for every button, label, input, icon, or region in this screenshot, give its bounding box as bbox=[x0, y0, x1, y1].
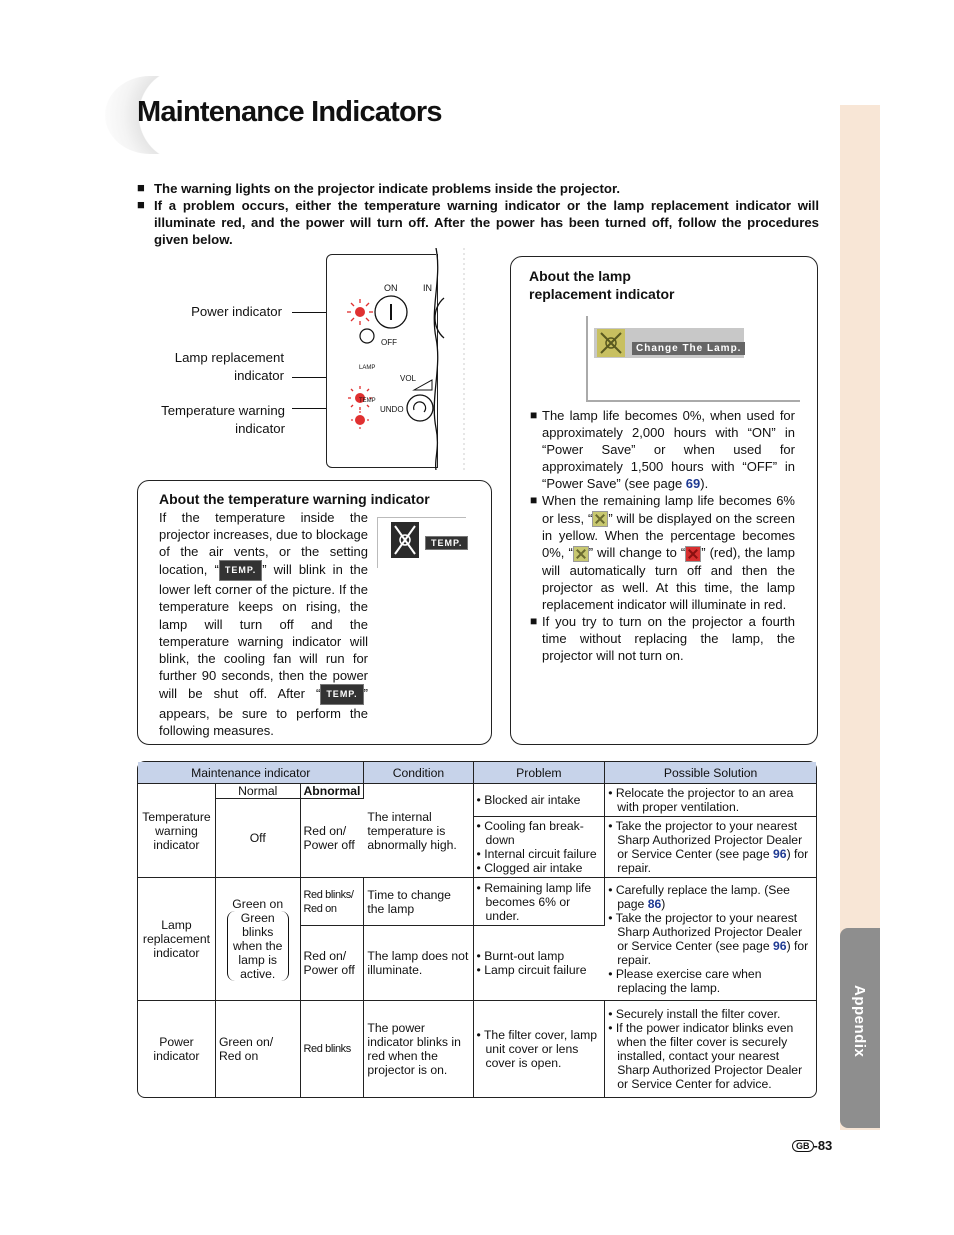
power-abnormal-cell: Red blinks bbox=[301, 1001, 365, 1097]
lamp-bullet-1: ■ The lamp life becomes 0%, when used for approximately 2,000 hours with “ON” in “Power Save” or when used for approximately 1,500 hours with “OFF” in “Power Save” (see page 69). bbox=[530, 407, 795, 492]
power-condition-cell: The power indicator blinks in red when the projector is on. bbox=[364, 1001, 473, 1097]
lamp-bullet-3: ■ If you try to turn on the projector a fourth time without replacing the lamp, the projector will not turn on. bbox=[530, 613, 795, 664]
temp-solution-2: • Take the projector to your nearest Sharp Authorized Projector Dealer or Service Center (see page 96) for repair. bbox=[605, 817, 816, 878]
temp-condition-cell: The internal temperature is abnormally high. bbox=[364, 784, 473, 878]
temperature-box-heading: About the temperature warning indicator bbox=[159, 491, 430, 507]
intro-bullet-2: ■ If a problem occurs, either the temperature warning indicator or the lamp replacement indicator will illuminate red, and the power will turn off. After the power has been turned off, follow the procedures given below. bbox=[137, 197, 819, 248]
region-badge: GB bbox=[792, 1140, 814, 1152]
power-led-icon bbox=[347, 299, 373, 325]
temp-chip-icon: TEMP. bbox=[320, 684, 363, 705]
change-lamp-message: Change The Lamp. bbox=[632, 342, 745, 355]
appendix-tab-label: Appendix bbox=[851, 985, 868, 1058]
panel-buttons bbox=[340, 280, 436, 456]
power-solution-cell: • Securely install the filter cover. • If the power indicator blinks even when the filter cover is securely installed, contact your nearest Sharp Authorized Projector Dealer or Service Center for advice. bbox=[608, 1007, 803, 1091]
lamp-bullet-2: ■ When the remaining lamp life becomes 6% or less, “ ” will be displayed on the screen in yellow. When the percentage becomes 0%, “ ” will change to “ ” (red), the lamp will automatically turn off and then the projector as well. At this time, the lamp replacement indicator will illuminate in red. bbox=[530, 492, 795, 613]
lamp-indicator-cell: Lamp replacement indicator bbox=[138, 878, 216, 1001]
lamp-label-line1: Lamp replacement bbox=[174, 350, 284, 365]
lamp-indicator-label bbox=[130, 349, 284, 384]
lamp-yellow-icon bbox=[573, 546, 589, 562]
temp-label-line2: indicator bbox=[235, 420, 285, 436]
temp-label-line1: Temperature warning bbox=[161, 403, 285, 418]
temp-indicator-cell: Temperature warning indicator bbox=[138, 784, 216, 878]
power-normal-cell: Green on/ Red on bbox=[216, 1001, 301, 1097]
power-problem-cell: • The filter cover, lamp unit cover or lens cover is open. bbox=[474, 1001, 606, 1097]
header-indicator: Maintenance indicator bbox=[138, 762, 364, 784]
temp-normal-cell: Off bbox=[216, 799, 301, 878]
panel-vol-text: VOL bbox=[400, 374, 417, 383]
temperature-box-text: If the temperature inside the projector increases, due to blockage of the air vents, or the setting location, “ TEMP. ” will blink in the lower left corner of the picture. If the temperature keeps on rising, the lamp will turn off and the temperature warning indicator will blink, the cooling fan will run for further 90 seconds, then the power will be shut off. After “ TEMP. ” appears, be sure to perform the following measures. bbox=[159, 510, 368, 739]
panel-temp-text: TEMP bbox=[359, 398, 376, 404]
temp-solution-1: • Relocate the projector to an area with proper ventilation. bbox=[605, 784, 816, 817]
table-row bbox=[138, 784, 816, 799]
lamp-yellow-icon bbox=[592, 511, 608, 527]
lamp-label-line2: indicator bbox=[234, 367, 284, 383]
off-button bbox=[360, 329, 374, 343]
maintenance-table bbox=[137, 761, 817, 1098]
lamp-problem-1: • Remaining lamp life becomes 6% or under. bbox=[474, 878, 606, 926]
power-indicator-label: Power indicator bbox=[191, 304, 282, 319]
lamp-warning-icon bbox=[597, 329, 625, 357]
temp-thermometer-icon bbox=[391, 522, 419, 558]
page-link-96[interactable]: 96 bbox=[773, 847, 787, 861]
lamp-problem-2: • Burnt-out lamp • Lamp circuit failure bbox=[474, 926, 606, 1001]
panel-cut-edge bbox=[430, 248, 470, 470]
page-title: Maintenance Indicators bbox=[137, 96, 442, 128]
temp-problem-1: • Blocked air intake bbox=[474, 784, 606, 817]
lamp-solution-cell: • Carefully replace the lamp. (See page 86) • Take the projector to your nearest Sharp Authorized Projector Dealer or Service Center (see page 96) for repair. • Please exercise care when replacing the lamp. bbox=[605, 878, 816, 1001]
subheader-normal: Normal bbox=[216, 784, 301, 799]
lamp-box-text bbox=[530, 407, 795, 664]
intro-bullet-1: ■ The warning lights on the projector indicate problems inside the projector. bbox=[137, 180, 819, 197]
panel-on-text: ON bbox=[384, 283, 398, 293]
lamp-condition-1: Time to change the lamp bbox=[364, 878, 473, 926]
panel-off-text: OFF bbox=[381, 338, 397, 347]
page-link-86[interactable]: 86 bbox=[647, 897, 662, 911]
lamp-box-heading: About the lamp replacement indicator bbox=[529, 268, 675, 302]
panel-in-text: IN bbox=[423, 283, 432, 293]
lamp-screen-illustration bbox=[586, 316, 800, 402]
table-row bbox=[138, 1001, 816, 1097]
temp-screen-chip: TEMP. bbox=[425, 536, 468, 550]
header-solution: Possible Solution bbox=[605, 762, 816, 784]
table-header-row bbox=[138, 762, 816, 784]
panel-lamp-text: LAMP bbox=[359, 365, 376, 371]
temp-screen-illustration bbox=[377, 517, 466, 568]
intro-bullets bbox=[137, 180, 819, 248]
header-condition: Condition bbox=[364, 762, 473, 784]
temp-indicator-label bbox=[130, 402, 285, 437]
lamp-abnormal-1: Red blinks/ Red on bbox=[301, 878, 365, 926]
lamp-normal-cell: Green on Green blinks when the lamp is active. bbox=[216, 878, 301, 1001]
panel-undo-text: UNDO bbox=[380, 405, 404, 414]
lamp-condition-2: The lamp does not illuminate. bbox=[364, 926, 473, 1001]
power-indicator-cell: Power indicator bbox=[138, 1001, 216, 1097]
table-row bbox=[138, 878, 816, 926]
page-link-96[interactable]: 96 bbox=[773, 939, 787, 953]
temp-problem-2: • Cooling fan break-down • Internal circuit failure • Clogged air intake bbox=[474, 817, 606, 878]
lamp-abnormal-2: Red on/ Power off bbox=[301, 926, 365, 1001]
subheader-abnormal: Abnormal bbox=[301, 784, 365, 799]
temp-led-icon bbox=[351, 411, 369, 429]
page-number: GB -83 bbox=[792, 1138, 832, 1153]
undo-button bbox=[407, 395, 433, 421]
header-problem: Problem bbox=[474, 762, 606, 784]
temp-abnormal-cell: Red on/ Power off bbox=[301, 799, 365, 878]
temp-chip-icon: TEMP. bbox=[219, 560, 262, 581]
page-link-69[interactable]: 69 bbox=[685, 476, 701, 492]
lamp-red-icon bbox=[685, 546, 701, 562]
